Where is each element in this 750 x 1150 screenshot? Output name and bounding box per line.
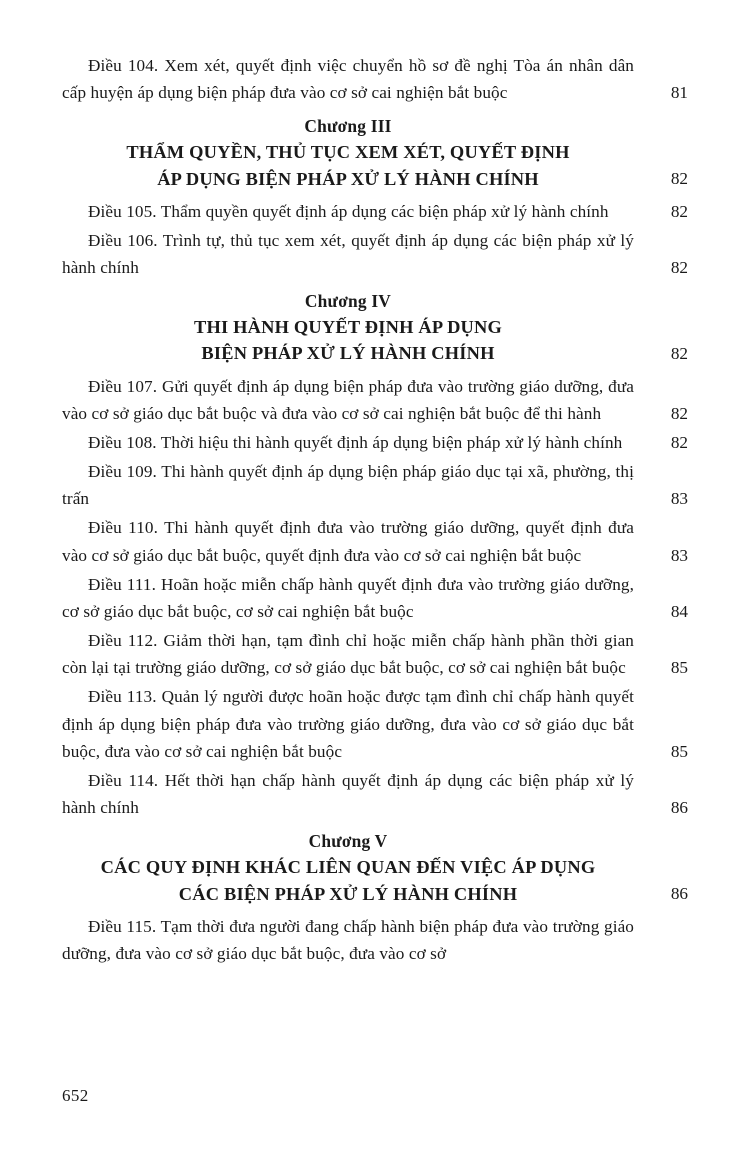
toc-entry[interactable] <box>62 52 688 106</box>
toc-page-number: 85 <box>670 658 688 678</box>
toc-entry[interactable] <box>62 373 688 427</box>
toc-entry[interactable] <box>62 767 688 821</box>
toc-entry[interactable] <box>62 514 688 568</box>
chapter-title-row <box>62 881 688 907</box>
toc-page-number: 82 <box>670 201 688 221</box>
toc-entry-title: Điều 115. Tạm thời đưa người đang chấp hành biện pháp đưa vào trường giáo dưỡng, đưa vào cơ sở giáo dục bắt buộc, đưa vào cơ sở <box>62 916 634 963</box>
toc-entry-title: Điều 104. Xem xét, quyết định việc chuyển hồ sơ đề nghị Tòa án nhân dân cấp huyện áp dụng biện pháp đưa vào cơ sở cai nghiện bắt buộc <box>62 56 634 103</box>
chapter-title-line2: CÁC BIỆN PHÁP XỬ LÝ HÀNH CHÍNH <box>178 883 518 904</box>
toc-entry[interactable] <box>62 913 688 967</box>
chapter-title-row <box>62 340 688 366</box>
chapter-title-row <box>62 314 688 340</box>
chapter-title-line2: BIỆN PHÁP XỬ LÝ HÀNH CHÍNH <box>201 343 495 364</box>
toc-entry-title: Điều 108. Thời hiệu thi hành quyết định áp dụng biện pháp xử lý hành chính <box>88 432 623 452</box>
page-folio: 652 <box>62 1086 89 1105</box>
chapter-heading-block <box>62 288 688 366</box>
toc-entry[interactable] <box>62 458 688 512</box>
toc-page-number: 85 <box>670 741 688 761</box>
toc-entry-title: Điều 113. Quản lý người được hoãn hoặc được tạm đình chỉ chấp hành quyết định áp dụng biện pháp đưa vào trường giáo dưỡng, đưa vào cơ sở giáo dục bắt buộc, đưa vào cơ sở cai nghiện bắt buộc <box>62 687 634 761</box>
chapter-label: Chương III <box>304 116 392 137</box>
toc-page-number: 83 <box>670 545 688 565</box>
chapter-label-row <box>62 288 688 314</box>
chapter-title-line2: ÁP DỤNG BIỆN PHÁP XỬ LÝ HÀNH CHÍNH <box>157 168 539 189</box>
chapter-label-row <box>62 828 688 854</box>
toc-page-number: 86 <box>670 798 688 818</box>
toc-entry-title: Điều 107. Gửi quyết định áp dụng biện pháp đưa vào trường giáo dưỡng, đưa vào cơ sở giáo dục bắt buộc và đưa vào cơ sở cai nghiện bắt buộc để thi hành <box>62 376 634 423</box>
chapter-heading-block <box>62 113 688 191</box>
toc-entry[interactable] <box>62 627 688 681</box>
toc-entry[interactable] <box>62 683 688 765</box>
toc-page-number: 82 <box>670 258 688 278</box>
chapter-title-row <box>62 139 688 165</box>
chapter-title-line1: CÁC QUY ĐỊNH KHÁC LIÊN QUAN ĐẾN VIỆC ÁP DỤNG <box>100 857 596 878</box>
chapter-heading-block <box>62 828 688 906</box>
table-of-contents <box>62 52 688 967</box>
toc-entry-title: Điều 110. Thi hành quyết định đưa vào trường giáo dưỡng, quyết định đưa vào cơ sở giáo dục bắt buộc, quyết định đưa vào cơ sở cai nghiện bắt buộc <box>62 518 634 565</box>
chapter-title-line1: THẨM QUYỀN, THỦ TỤC XEM XÉT, QUYẾT ĐỊNH <box>126 142 570 163</box>
toc-entry-title: Điều 111. Hoãn hoặc miễn chấp hành quyết định đưa vào trường giáo dưỡng, cơ sở giáo dục bắt buộc, cơ sở cai nghiện bắt buộc <box>62 574 634 621</box>
toc-entry-title: Điều 105. Thẩm quyền quyết định áp dụng các biện pháp xử lý hành chính <box>88 201 609 221</box>
toc-page-number: 82 <box>670 344 688 364</box>
chapter-label: Chương IV <box>304 291 392 312</box>
toc-entry[interactable] <box>62 227 688 281</box>
toc-page-number: 86 <box>670 884 688 904</box>
toc-entry[interactable] <box>62 429 688 456</box>
toc-entry[interactable] <box>62 571 688 625</box>
toc-entry-title: Điều 109. Thi hành quyết định áp dụng biện pháp giáo dục tại xã, phường, thị trấn <box>62 462 634 509</box>
toc-page-number: 83 <box>670 489 688 509</box>
chapter-label-row <box>62 113 688 139</box>
toc-entry-title: Điều 106. Trình tự, thủ tục xem xét, quyết định áp dụng các biện pháp xử lý hành chính <box>62 230 634 278</box>
chapter-label: Chương V <box>308 831 388 852</box>
chapter-title-row <box>62 166 688 192</box>
toc-entry-title: Điều 114. Hết thời hạn chấp hành quyết định áp dụng các biện pháp xử lý hành chính <box>62 770 634 818</box>
toc-entry[interactable] <box>62 198 688 225</box>
toc-page-number: 84 <box>670 601 688 621</box>
chapter-title-row <box>62 854 688 880</box>
toc-page-number: 82 <box>670 169 688 189</box>
toc-page-number: 82 <box>670 403 688 423</box>
toc-page-number: 82 <box>670 432 688 452</box>
chapter-title-line1: THI HÀNH QUYẾT ĐỊNH ÁP DỤNG <box>193 317 503 338</box>
toc-page-number: 81 <box>670 83 688 103</box>
toc-entry-title: Điều 112. Giảm thời hạn, tạm đình chỉ hoặc miễn chấp hành phần thời gian còn lại tại trường giáo dưỡng, cơ sở giáo dục bắt buộc, cơ sở cai nghiện bắt buộc <box>62 631 634 678</box>
